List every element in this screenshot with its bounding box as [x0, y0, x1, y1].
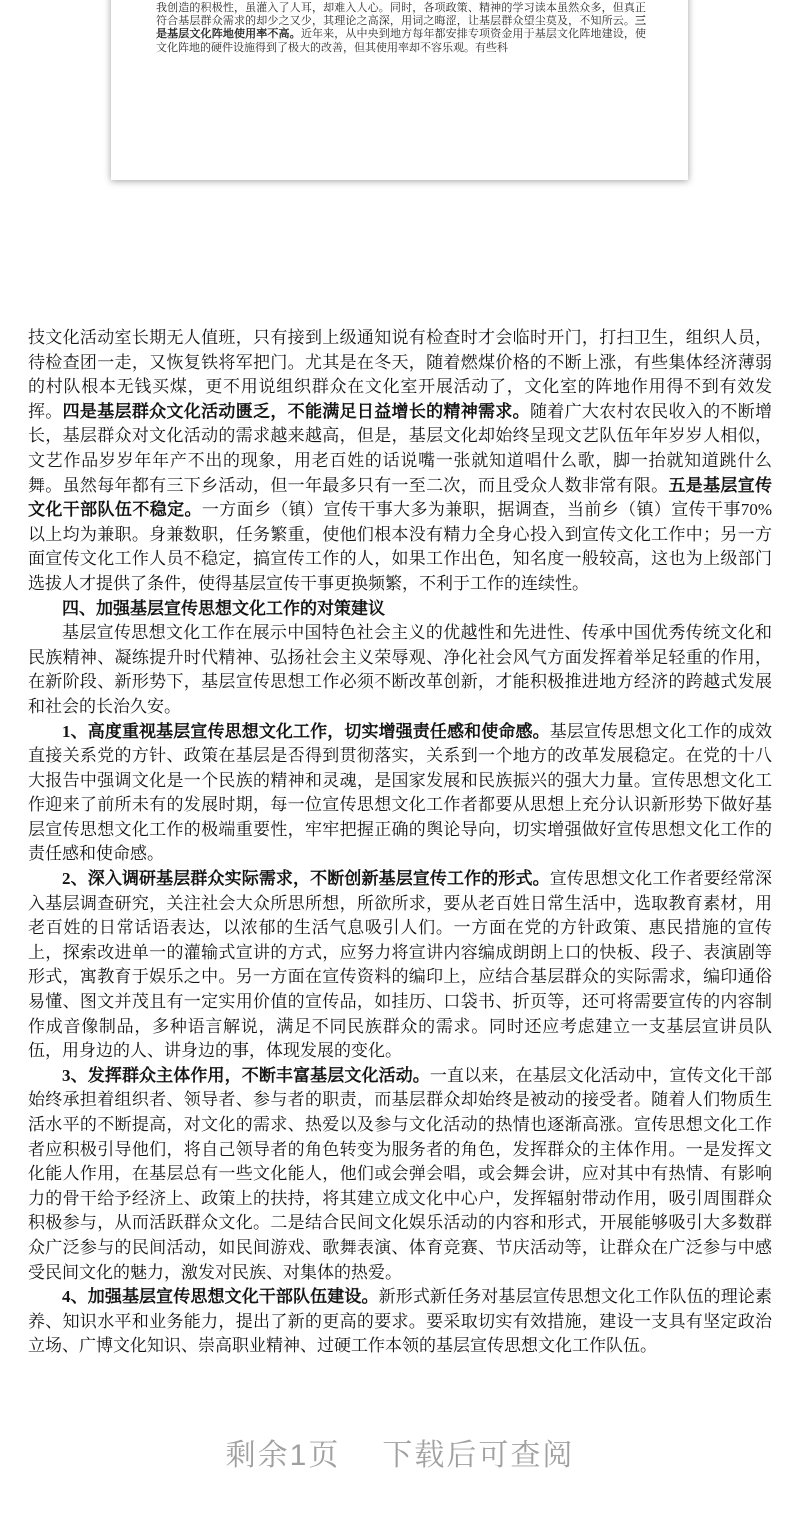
text-segment: 新形式新任务对基层宣传思想文化工作队伍的理论素养、知识水平和业务能力，提出了新的更高的要求。要采取切实有效措施，建设一支具有坚定政治立场、广博文化知识、崇高职业精神、过硬工作本领的基层宣传思想文化工作队伍。: [28, 1287, 773, 1356]
text-segment: 技文化活动室长期无人值班，只有接到上级通知说有检查时才会临时开门，打扫卫生，组织人员，待检查团一走，又恢复铁将军把门。尤其是在冬天，随着燃煤价格的不断上涨，有些集体经济薄弱的村队根本无钱买煤，更不用说组织群众在文化室开展活动了，文化室的阵地作用得不到有效发挥。: [28, 328, 772, 421]
document-preview-page: [111, 0, 688, 180]
text-segment: 四、加强基层宣传思想文化工作的对策建议: [62, 598, 385, 618]
remaining-pages-count: 剩余1页: [225, 1439, 341, 1472]
text-segment: 4、加强基层宣传思想文化干部队伍建设。: [62, 1287, 379, 1307]
document-heading: [28, 597, 772, 622]
document-paragraph: [28, 621, 772, 719]
text-segment: 近年来，从中央到地方每年都安排专项资金用于基层文化阵地建设，使文化阵地的硬件设施得到了极大的改善，但其使用率却不容乐观。有些科: [156, 28, 647, 54]
document-paragraph: [28, 720, 772, 868]
text-segment: 宣传思想文化工作者要经常深入基层调查研究，关注社会大众所思所想，所欲所求，要从老百姓日常生活中，选取教育素材，用老百姓的日常话语表达，以浓郁的生活气息吸引人们。一方面在党的方针政策、惠民措施的宣传上，探索改进单一的灌输式宣讲的方式，应努力将宣讲内容编成朗朗上口的快板、段子、表演剧等形式，寓教育于娱乐之中。另一方面在宣传资料的编印上，应结合基层群众的实际需求，编印通俗易懂、图文并茂且有一定实用价值的宣传品，如挂历、口袋书、折页等，还可将需要宣传的内容制作成音像制品，多种语言解说，满足不同民族群众的需求。同时还应考虑建立一支基层宣讲员队伍，用身边的人、讲身边的事，体现发展的变化。: [28, 869, 773, 1061]
text-segment: 基层宣传思想文化工作在展示中国特色社会主义的优越性和先进性、传承中国优秀传统文化和民族精神、凝练提升时代精神、弘扬社会主义荣辱观、净化社会风气方面发挥着举足轻重的作用，在新阶段、新形势下，基层宣传思想工作必须不断改革创新，才能积极推进地方经济的跨越式发展和社会的长治久安。: [28, 623, 772, 716]
text-segment: 3、发挥群众主体作用，不断丰富基层文化活动。: [62, 1065, 430, 1085]
text-segment: 2、深入调研基层群众实际需求，不断创新基层宣传工作的形式。: [62, 869, 550, 889]
text-segment: 五是基层宣传文化干部队伍不稳定。: [28, 475, 773, 520]
text-segment: 1、高度重视基层宣传思想文化工作，切实增强责任感和使命感。: [62, 721, 550, 741]
text-segment: 基层宣传思想文化工作的成效直接关系党的方针、政策在基层是否得到贯彻落实，关系到一个地方的改革发展稳定。在党的十八大报告中强调文化是一个民族的精神和灵魂，是国家发展和民族振兴的强大力量。宣传思想文化工作迎来了前所未有的发展时期，每一位宣传思想文化工作者都要从思想上充分认识新形势下做好基层宣传思想文化工作的极端重要性，牢牢把握正确的舆论导向，切实增强做好宣传思想文化工作的责任感和使命感。: [28, 721, 773, 864]
document-paragraph: [28, 1285, 772, 1359]
preview-page-text: [156, 2, 646, 55]
text-segment: 一直以来，在基层文化活动中，宣传文化干部始终承担着组织者、领导者、参与者的职责，而基层群众却始终是被动的接受者。随着人们物质生活水平的不断提高，对文化的需求、热爱以及参与文化活动的热情也逐渐高涨。宣传思想文化工作者应积极引导他们，将自己领导者的角色转变为服务者的角色，发挥群众的主体作用。一是发挥文化能人作用，在基层总有一些文化能人，他们或会弹会唱，或会舞会讲，应对其中有热情、有影响力的骨干给予经济上、政策上的扶持，将其建立成文化中心户，发挥辐射带动作用，吸引周围群众积极参与，从而活跃群众文化。二是结合民间文化娱乐活动的内容和形式，开展能够吸引大多数群众广泛参与的民间活动，如民间游戏、歌舞表演、体育竞赛、节庆活动等，让群众在广泛参与中感受民间文化的魅力，激发对民族、对集体的热爱。: [28, 1065, 773, 1282]
document-paragraph: [28, 326, 772, 597]
document-body: [28, 326, 772, 1359]
remaining-pages-note: [0, 1430, 800, 1474]
text-segment: 随着广大农村农民收入的不断增长，基层群众对文化活动的需求越来越高，但是，基层文化却始终呈现文艺队伍年年岁岁人相似，文艺作品岁岁年年产不出的现象，用老百姓的话说嘴一张就知道唱什么歌，脚一抬就知道跳什么舞。虽然每年都有三下乡活动，但一年最多只有一至二次，而且受众人数非常有限。: [28, 401, 773, 495]
text-segment: 四是基层群众文化活动匮乏，不能满足日益增长的精神需求。: [62, 401, 530, 421]
download-hint: 下载后可查阅: [382, 1439, 575, 1472]
text-segment: 一方面乡（镇）宣传干事大多为兼职，据调查，当前乡（镇）宣传干事70%以上均为兼职。身兼数职，任务繁重，使他们根本没有精力全身心投入到宣传文化工作中；另一方面宣传文化工作人员不稳定，搞宣传工作的人，如果工作出色，知名度一般较高，这也为上级部门选拔人才提供了条件，使得基层宣传干事更换频繁，不利于工作的连续性。: [28, 500, 773, 593]
document-paragraph: [28, 867, 772, 1064]
text-segment: 三是基层文化阵地使用率不高。: [156, 15, 646, 41]
document-paragraph: [28, 1064, 772, 1285]
text-segment: 我创造的积极性，虽灌入了人耳，却难入人心。同时，各项政策、精神的学习读本虽然众多，但真正符合基层群众需求的却少之又少，其理论之高深，用词之晦涩，让基层群众望尘莫及，不知所云。: [156, 2, 646, 28]
